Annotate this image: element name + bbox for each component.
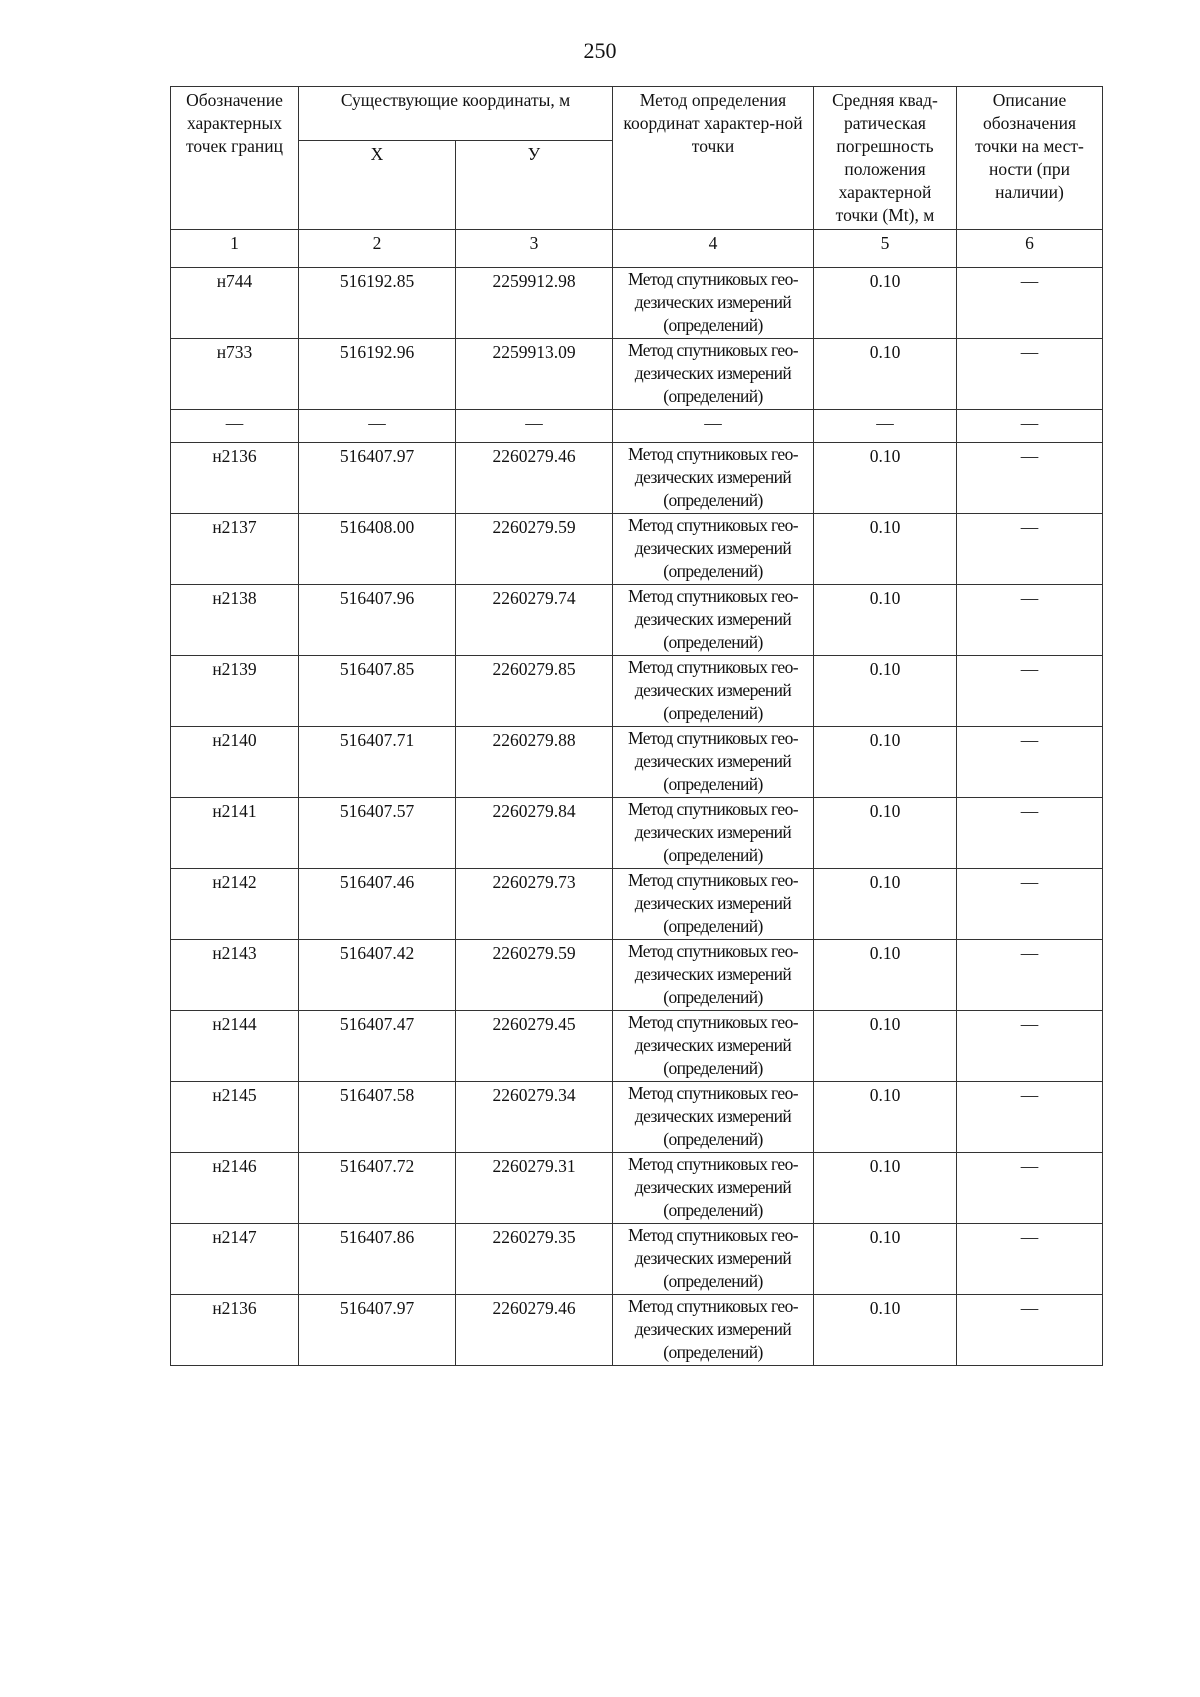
cell-y: 2260279.46 [456, 443, 613, 514]
cell-y: 2260279.88 [456, 727, 613, 798]
cell-description: — [957, 1011, 1103, 1082]
cell-x: 516407.57 [299, 798, 456, 869]
cell-x: 516407.85 [299, 656, 456, 727]
cell-error: 0.10 [814, 940, 957, 1011]
cell-x: 516407.42 [299, 940, 456, 1011]
cell-y: 2260279.85 [456, 656, 613, 727]
cell-method: Метод спутниковых гео-дезических измерений (определений) [613, 1082, 814, 1153]
column-number: 6 [957, 230, 1103, 268]
cell-error: 0.10 [814, 1295, 957, 1366]
cell-y: 2260279.73 [456, 869, 613, 940]
cell-x: 516407.86 [299, 1224, 456, 1295]
table-row [171, 443, 1103, 514]
cell-error: 0.10 [814, 339, 957, 410]
table-row [171, 727, 1103, 798]
header-y: У [456, 141, 613, 230]
header-x: X [299, 141, 456, 230]
cell-point: н2147 [171, 1224, 299, 1295]
table-row [171, 1224, 1103, 1295]
cell-description: — [957, 585, 1103, 656]
cell-point: н2141 [171, 798, 299, 869]
page-number: 250 [583, 38, 617, 63]
cell-y: 2260279.45 [456, 1011, 613, 1082]
cell-description: — [957, 727, 1103, 798]
column-number: 2 [299, 230, 456, 268]
table-row [171, 798, 1103, 869]
cell-description: — [957, 1082, 1103, 1153]
table-row [171, 514, 1103, 585]
cell-x: 516407.97 [299, 443, 456, 514]
cell-description: — [957, 656, 1103, 727]
cell-method: Метод спутниковых гео-дезических измерений (определений) [613, 443, 814, 514]
column-number: 3 [456, 230, 613, 268]
cell-point: н733 [171, 339, 299, 410]
column-number: 5 [814, 230, 957, 268]
table-row [171, 268, 1103, 339]
cell-error: 0.10 [814, 727, 957, 798]
cell-method: Метод спутниковых гео-дезических измерений (определений) [613, 339, 814, 410]
cell-method: Метод спутниковых гео-дезических измерений (определений) [613, 585, 814, 656]
cell-description: — [957, 339, 1103, 410]
cell-x: 516407.46 [299, 869, 456, 940]
cell-method: Метод спутниковых гео-дезических измерений (определений) [613, 798, 814, 869]
table-row [171, 656, 1103, 727]
cell-y: 2259913.09 [456, 339, 613, 410]
table-row [171, 1295, 1103, 1366]
cell-description: — [957, 1224, 1103, 1295]
cell-method: Метод спутниковых гео-дезических измерений (определений) [613, 1295, 814, 1366]
cell-x: 516408.00 [299, 514, 456, 585]
cell-description: — [957, 940, 1103, 1011]
cell-x: 516407.71 [299, 727, 456, 798]
cell-point: н2146 [171, 1153, 299, 1224]
gap-cell: — [613, 410, 814, 443]
cell-error: 0.10 [814, 1153, 957, 1224]
cell-x: 516192.85 [299, 268, 456, 339]
header-row-main [171, 87, 1103, 141]
gap-cell: — [299, 410, 456, 443]
header-point-designation: Обозначение характерных точек границ [171, 87, 299, 230]
header-method: Метод определения координат характер-ной точки [613, 87, 814, 230]
gap-cell: — [814, 410, 957, 443]
cell-point: н2144 [171, 1011, 299, 1082]
cell-point: н2143 [171, 940, 299, 1011]
cell-description: — [957, 1295, 1103, 1366]
gap-cell: — [957, 410, 1103, 443]
cell-method: Метод спутниковых гео-дезических измерений (определений) [613, 514, 814, 585]
table-row [171, 1153, 1103, 1224]
cell-error: 0.10 [814, 514, 957, 585]
cell-description: — [957, 443, 1103, 514]
cell-method: Метод спутниковых гео-дезических измерений (определений) [613, 727, 814, 798]
cell-y: 2260279.35 [456, 1224, 613, 1295]
cell-method: Метод спутниковых гео-дезических измерений (определений) [613, 869, 814, 940]
cell-y: 2260279.59 [456, 940, 613, 1011]
cell-x: 516407.47 [299, 1011, 456, 1082]
cell-x: 516407.72 [299, 1153, 456, 1224]
table-row [171, 1011, 1103, 1082]
cell-method: Метод спутниковых гео-дезических измерений (определений) [613, 268, 814, 339]
cell-y: 2260279.84 [456, 798, 613, 869]
cell-y: 2260279.34 [456, 1082, 613, 1153]
cell-description: — [957, 268, 1103, 339]
cell-x: 516192.96 [299, 339, 456, 410]
cell-y: 2260279.46 [456, 1295, 613, 1366]
cell-y: 2260279.31 [456, 1153, 613, 1224]
cell-point: н2140 [171, 727, 299, 798]
header-mean-error: Средняя квад-ратическая погрешность положения характерной точки (Mt), м [814, 87, 957, 230]
column-numbers-row [171, 230, 1103, 268]
gap-cell: — [456, 410, 613, 443]
cell-point: н2136 [171, 1295, 299, 1366]
cell-error: 0.10 [814, 443, 957, 514]
cell-point: н2136 [171, 443, 299, 514]
cell-y: 2259912.98 [456, 268, 613, 339]
gap-cell: — [171, 410, 299, 443]
header-existing-coordinates: Существующие координаты, м [299, 87, 613, 141]
cell-method: Метод спутниковых гео-дезических измерений (определений) [613, 940, 814, 1011]
cell-error: 0.10 [814, 656, 957, 727]
cell-error: 0.10 [814, 1011, 957, 1082]
cell-y: 2260279.59 [456, 514, 613, 585]
cell-method: Метод спутниковых гео-дезических измерений (определений) [613, 1153, 814, 1224]
table-row [171, 585, 1103, 656]
cell-error: 0.10 [814, 798, 957, 869]
cell-point: н2139 [171, 656, 299, 727]
cell-error: 0.10 [814, 1082, 957, 1153]
cell-x: 516407.97 [299, 1295, 456, 1366]
table-row [171, 339, 1103, 410]
cell-method: Метод спутниковых гео-дезических измерений (определений) [613, 1224, 814, 1295]
cell-description: — [957, 798, 1103, 869]
cell-x: 516407.58 [299, 1082, 456, 1153]
header-description: Описание обозначения точки на мест-ности (при наличии) [957, 87, 1103, 230]
cell-error: 0.10 [814, 585, 957, 656]
cell-description: — [957, 514, 1103, 585]
cell-error: 0.10 [814, 1224, 957, 1295]
cell-description: — [957, 869, 1103, 940]
cell-x: 516407.96 [299, 585, 456, 656]
table-row [171, 940, 1103, 1011]
cell-error: 0.10 [814, 869, 957, 940]
cell-description: — [957, 1153, 1103, 1224]
cell-point: н2137 [171, 514, 299, 585]
cell-y: 2260279.74 [456, 585, 613, 656]
coordinates-table [170, 86, 1103, 1366]
cell-point: н2138 [171, 585, 299, 656]
cell-point: н2142 [171, 869, 299, 940]
cell-method: Метод спутниковых гео-дезических измерений (определений) [613, 1011, 814, 1082]
cell-error: 0.10 [814, 268, 957, 339]
table-row [171, 1082, 1103, 1153]
cell-point: н2145 [171, 1082, 299, 1153]
column-number: 4 [613, 230, 814, 268]
table-body [171, 268, 1103, 1366]
cell-method: Метод спутниковых гео-дезических измерений (определений) [613, 656, 814, 727]
table-row [171, 869, 1103, 940]
cell-point: н744 [171, 268, 299, 339]
gap-row [171, 410, 1103, 443]
column-number: 1 [171, 230, 299, 268]
